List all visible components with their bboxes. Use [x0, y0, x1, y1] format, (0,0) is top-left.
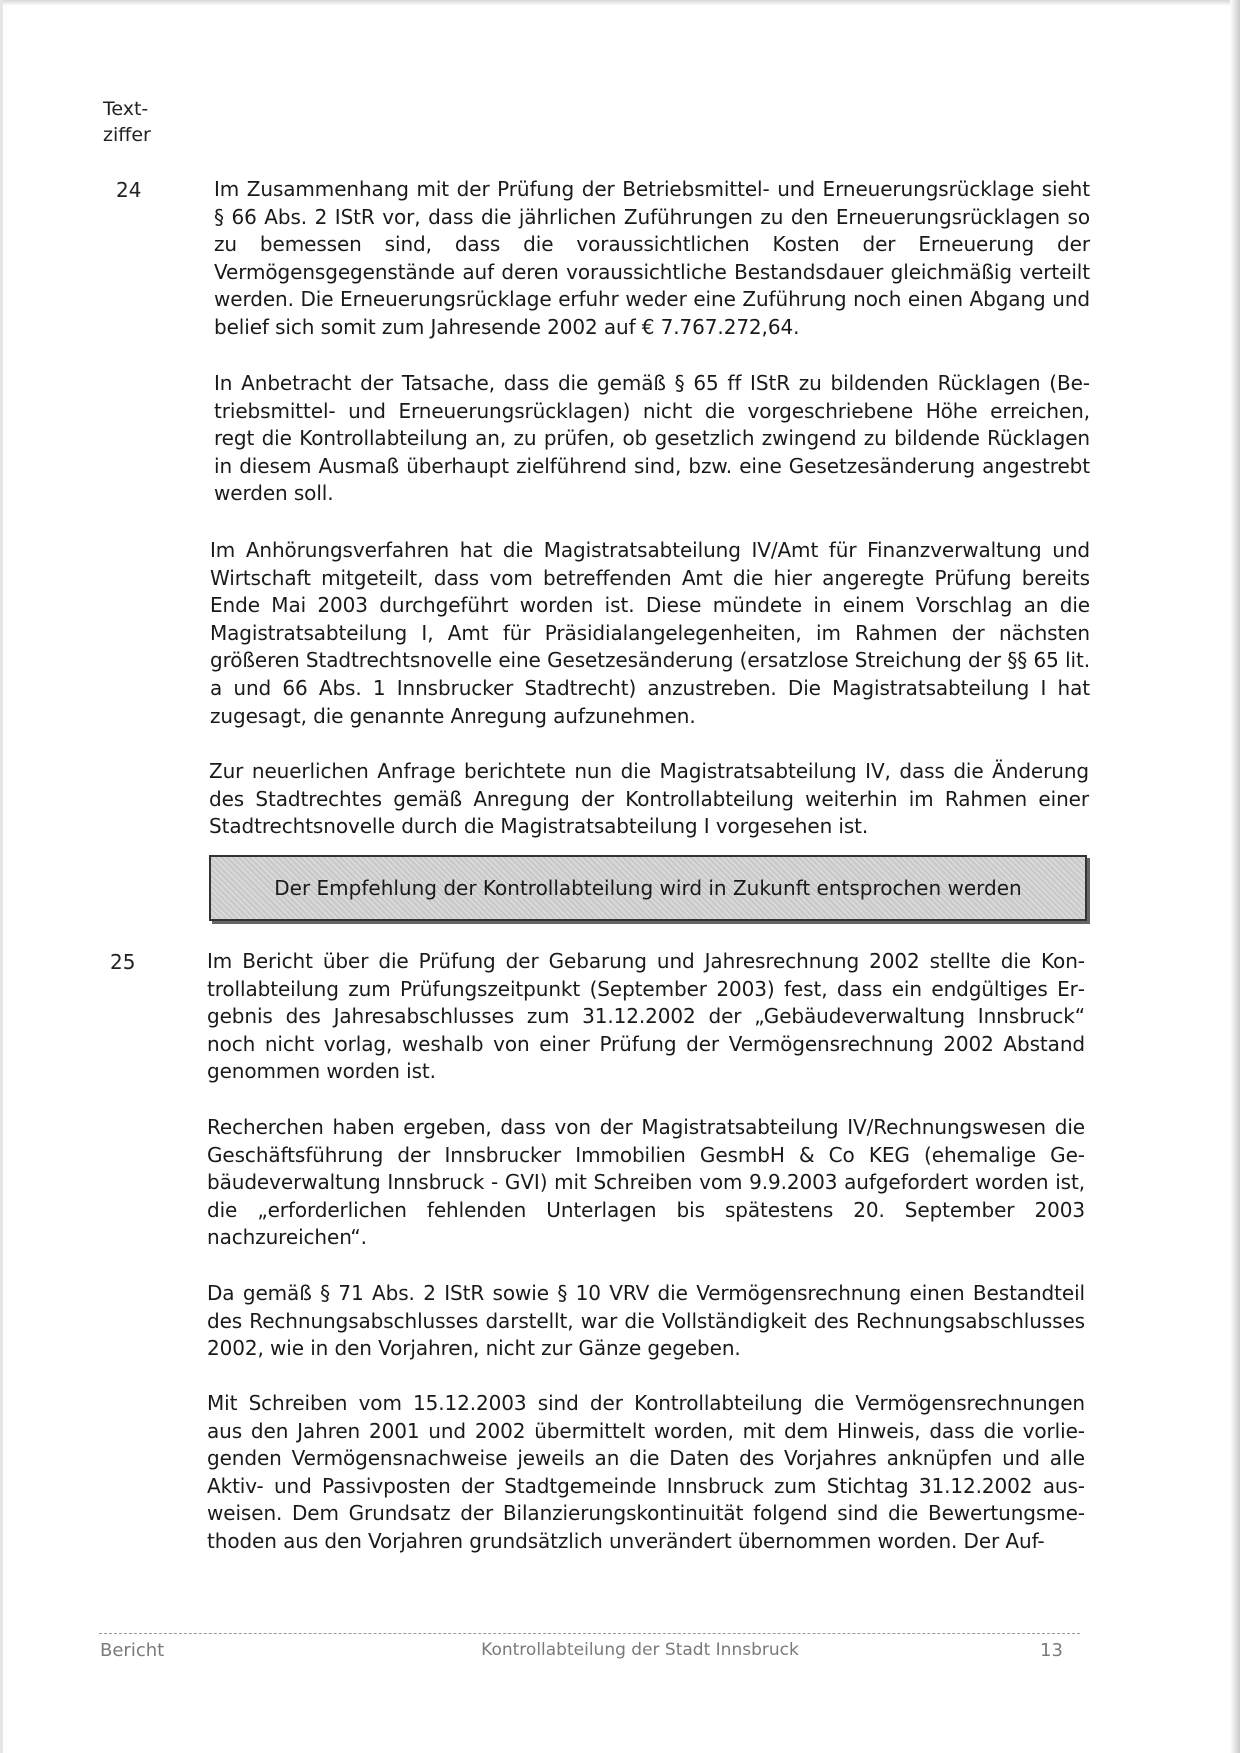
section-24-paragraph-3: Im Anhörungsverfahren hat die Magistratsabteilung IV/Amt für Finanzverwaltung und Wirtschaft mitgeteilt, dass vom betreffenden Amt die hier angeregte Prüfung bereits Ende Mai 2003 durchgeführt worden ist. Diese mündete in einem Vorschlag an die Magistratsabteilung I, Amt für Präsidialangelegenheiten, im Rahmen der nächsten größeren Stadtrechtsnovelle eine Gesetzesänderung (ersatzlose Streichung der §§ 65 lit. a und 66 Abs. 1 Innsbrucker Stadtrecht) anzustreben. Die Magistratsabteilung I hat zugesagt, die genannte Anregung aufzunehmen.: [210, 538, 1090, 728]
page-number: 13: [1040, 1640, 1063, 1661]
section-24-paragraph-1: Im Zusammenhang mit der Prüfung der Betriebsmittel- und Erneuerungsrücklage sieht § 66 Abs. 2 IStR vor, dass die jährlichen Zuführungen zu den Erneuerungsrücklagen so zu bemessen sind, dass die voraussichtlichen Kosten der Erneuerung der Vermögensgegenstände auf deren voraussichtliche Bestandsdauer gleichmäßig verteilt werden. Die Erneuerungsrücklage erfuhr weder eine Zuführung noch einen Abgang und belief sich somit zum Jahresende 2002 auf € 7.767.272,64.: [214, 177, 1090, 339]
footer-divider: [99, 1633, 1080, 1634]
section-24-paragraph-4: Zur neuerlichen Anfrage berichtete nun die Magistratsabteilung IV, dass die Änderung des Stadtrechtes gemäß Anregung der Kontrollabteilung weiterhin im Rahmen einer Stadtrechtsnovelle durch die Magistratsabteilung I vorgesehen ist.: [209, 759, 1089, 839]
recommendation-box: [209, 855, 1087, 921]
scan-left-edge: [0, 0, 3, 1753]
section-25-paragraph-4: Mit Schreiben vom 15.12.2003 sind der Kontrollabteilung die Vermögensrechnungen aus den Jahren 2001 und 2002 übermittelt worden, mit dem Hinweis, dass die vorliegenden Vermögensnachweise jeweils an die Daten des Vorjahres anknüpfen und alle Aktiv- und Passivposten der Stadtgemeinde Innsbruck zum Stichtag 31.12.2002 ausweisen. Dem Grundsatz der Bilanzierungskontinuität folgend sind die Bewertungsmethoden aus den Vorjahren grundsätzlich unverändert übernommen worden. Der Auf-: [207, 1391, 1085, 1553]
scan-right-edge: [1230, 0, 1240, 1753]
footer-department: Kontrollabteilung der Stadt Innsbruck: [481, 1640, 799, 1660]
section-24-paragraph-2: In Anbetracht der Tatsache, dass die gemäß § 65 ff IStR zu bildenden Rücklagen (Betriebsmittel- und Erneuerungsrücklagen) nicht die vorgeschriebene Höhe erreichen, regt die Kontrollabteilung an, zu prüfen, ob gesetzlich zwingend zu bildende Rücklagen in diesem Ausmaß überhaupt zielführend sind, bzw. eine Gesetzesänderung angestrebt werden soll.: [214, 371, 1090, 506]
footer-report-label: Bericht: [100, 1640, 165, 1661]
section-25-paragraph-2: Recherchen haben ergeben, dass von der Magistratsabteilung IV/Rechnungswesen die Geschäftsführung der Innsbrucker Immobilien GesmbH & Co KEG (ehemalige Gebäudeverwaltung Innsbruck - GVI) mit Schreiben vom 9.9.2003 aufgefordert worden ist, die „erforderlichen fehlenden Unterlagen bis spätestens 20. September 2003 nachzureichen“.: [207, 1115, 1085, 1250]
recommendation-text: Der Empfehlung der Kontrollabteilung wird in Zukunft entsprochen werden: [274, 876, 1022, 900]
scan-top-edge: [0, 0, 1240, 6]
section-25-paragraph-1: Im Bericht über die Prüfung der Gebarung und Jahresrechnung 2002 stellte die Kontrollabteilung zum Prüfungszeitpunkt (September 2003) fest, dass ein endgültiges Ergebnis des Jahresabschlusses zum 31.12.2002 der „Gebäudeverwaltung Innsbruck“ noch nicht vorlag, weshalb von einer Prüfung der Vermögensrechnung 2002 Abstand genommen worden ist.: [207, 949, 1085, 1084]
section-number-25: 25: [110, 950, 136, 974]
section-number-24: 24: [116, 178, 142, 202]
margin-column-label: Text- ziffer: [103, 98, 151, 146]
section-25-paragraph-3: Da gemäß § 71 Abs. 2 IStR sowie § 10 VRV die Vermögensrechnung einen Bestandteil des Rechnungsabschlusses darstellt, war die Vollständigkeit des Rechnungsabschlusses 2002, wie in den Vorjahren, nicht zur Gänze gegeben.: [207, 1281, 1085, 1361]
